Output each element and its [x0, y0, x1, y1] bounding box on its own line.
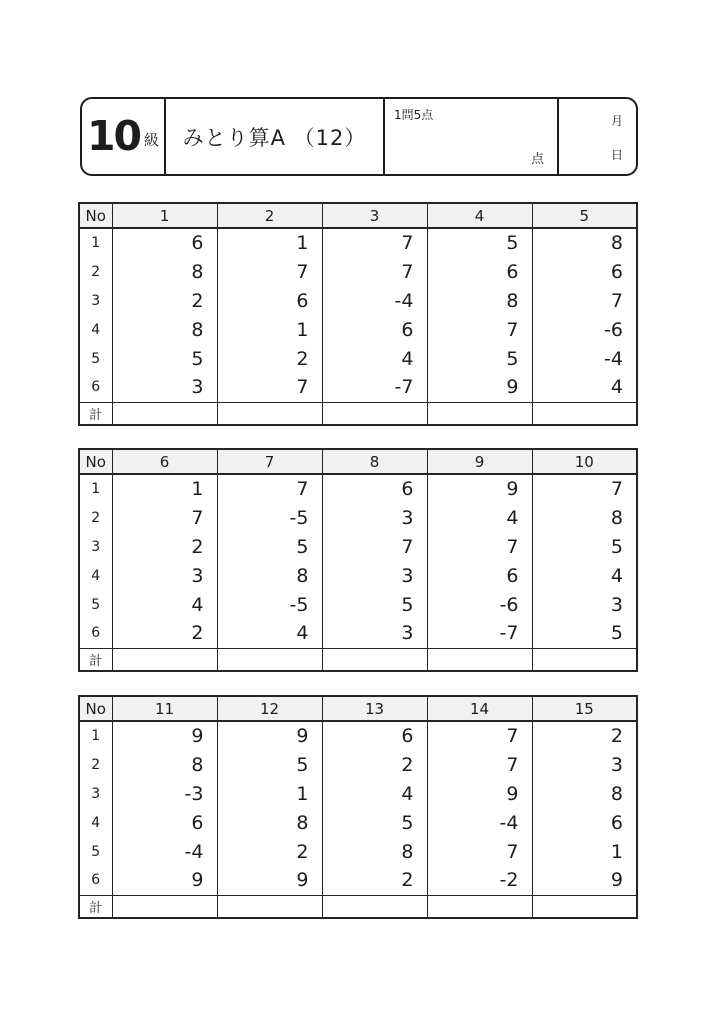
- addend-row: [79, 315, 637, 344]
- row-number: 5: [91, 843, 101, 860]
- addend-value: 9: [217, 866, 322, 895]
- addend-value: 9: [112, 721, 217, 750]
- addend-row: [79, 474, 637, 503]
- addend-value: 6: [427, 257, 532, 286]
- addend-value: 9: [217, 721, 322, 750]
- problem-table-1-5: [78, 202, 638, 426]
- problem-number-header: 10: [532, 449, 637, 474]
- total-answer-cell: [112, 402, 217, 425]
- addend-value: 3: [322, 619, 427, 648]
- addend-row: [79, 808, 637, 837]
- row-number: 3: [91, 292, 101, 309]
- addend-value: 5: [112, 344, 217, 373]
- addend-value: 7: [217, 474, 322, 503]
- row-number: 3: [91, 785, 101, 802]
- row-number: 4: [91, 567, 101, 584]
- addend-value: -4: [427, 808, 532, 837]
- addend-row: [79, 721, 637, 750]
- addend-value: 2: [217, 344, 322, 373]
- addend-value: 5: [322, 808, 427, 837]
- addend-value: 4: [217, 619, 322, 648]
- points-unit-label: 点: [530, 152, 544, 167]
- problem-number-header: 6: [112, 449, 217, 474]
- row-number: 6: [91, 379, 101, 396]
- addend-value: 5: [217, 532, 322, 561]
- no-column-header: No: [79, 203, 112, 228]
- addend-row: [79, 561, 637, 590]
- row-number: 1: [91, 728, 101, 744]
- addend-value: 8: [427, 286, 532, 315]
- addend-value: 5: [532, 532, 637, 561]
- addend-value: 8: [112, 257, 217, 286]
- addend-value: 3: [322, 503, 427, 532]
- problem-number-header: 2: [217, 203, 322, 228]
- row-number: 1: [91, 481, 101, 497]
- row-number: 5: [91, 350, 101, 367]
- addend-value: -6: [427, 590, 532, 619]
- addend-row: [79, 344, 637, 373]
- addend-row: [79, 590, 637, 619]
- total-row: [79, 895, 637, 918]
- addend-row: [79, 532, 637, 561]
- addend-value: 5: [217, 750, 322, 779]
- addend-value: 7: [322, 532, 427, 561]
- row-number: 2: [91, 263, 101, 280]
- addend-value: 1: [112, 474, 217, 503]
- addend-value: 7: [322, 257, 427, 286]
- problem-number-header: 4: [427, 203, 532, 228]
- addend-value: 4: [322, 779, 427, 808]
- addend-value: 6: [217, 286, 322, 315]
- addend-value: 2: [532, 721, 637, 750]
- addend-value: 8: [112, 750, 217, 779]
- problem-number-header: 11: [112, 696, 217, 721]
- addend-value: 5: [427, 228, 532, 257]
- addend-value: 6: [112, 228, 217, 257]
- problem-number-header: 8: [322, 449, 427, 474]
- addend-value: -3: [112, 779, 217, 808]
- addend-row: [79, 257, 637, 286]
- addend-value: 7: [427, 837, 532, 866]
- addend-value: 4: [427, 503, 532, 532]
- addend-row: [79, 503, 637, 532]
- score-cell: [385, 99, 559, 174]
- addend-value: 2: [112, 619, 217, 648]
- addend-value: 7: [217, 257, 322, 286]
- total-answer-cell: [427, 402, 532, 425]
- problem-number-header: 9: [427, 449, 532, 474]
- row-number: 4: [91, 321, 101, 338]
- addend-value: 7: [427, 532, 532, 561]
- grade-cell: [82, 99, 166, 174]
- addend-value: 5: [322, 590, 427, 619]
- addend-value: 1: [532, 837, 637, 866]
- addend-value: 4: [532, 373, 637, 402]
- addend-value: 2: [322, 866, 427, 895]
- addend-value: 8: [532, 779, 637, 808]
- no-column-header: No: [79, 449, 112, 474]
- row-number: 6: [91, 872, 101, 889]
- total-answer-cell: [427, 648, 532, 671]
- addend-value: 8: [112, 315, 217, 344]
- addend-value: 7: [322, 228, 427, 257]
- addend-row: [79, 866, 637, 895]
- addend-value: -5: [217, 590, 322, 619]
- problem-number-header: 15: [532, 696, 637, 721]
- addend-value: 3: [112, 373, 217, 402]
- addend-value: -4: [532, 344, 637, 373]
- addend-value: 2: [112, 532, 217, 561]
- addend-value: 7: [427, 750, 532, 779]
- addend-value: -7: [427, 619, 532, 648]
- addend-value: 7: [217, 373, 322, 402]
- addend-value: 9: [532, 866, 637, 895]
- row-number: 6: [91, 625, 101, 642]
- problem-table-6-10: [78, 448, 638, 672]
- grade-suffix: 級: [144, 130, 160, 149]
- problem-number-header: 7: [217, 449, 322, 474]
- addend-value: 2: [322, 750, 427, 779]
- worksheet-title: みとり算A （12）: [182, 125, 367, 150]
- addend-value: 7: [532, 286, 637, 315]
- row-number: 1: [91, 235, 101, 251]
- addend-value: -6: [532, 315, 637, 344]
- addend-value: 6: [532, 257, 637, 286]
- problem-table-11-15: [78, 695, 638, 919]
- addend-value: 3: [532, 590, 637, 619]
- addend-value: 9: [427, 474, 532, 503]
- no-column-header: No: [79, 696, 112, 721]
- total-answer-cell: [217, 648, 322, 671]
- total-label: 計: [79, 895, 112, 918]
- addend-row: [79, 619, 637, 648]
- addend-value: -4: [322, 286, 427, 315]
- addend-value: 9: [427, 373, 532, 402]
- addend-value: -2: [427, 866, 532, 895]
- addend-value: 8: [217, 808, 322, 837]
- addend-value: 7: [427, 315, 532, 344]
- row-number: 4: [91, 814, 101, 831]
- addend-value: 3: [532, 750, 637, 779]
- addend-value: -7: [322, 373, 427, 402]
- addend-value: 6: [427, 561, 532, 590]
- column-header-row: [79, 203, 637, 228]
- addend-value: 5: [427, 344, 532, 373]
- addend-value: 6: [532, 808, 637, 837]
- addend-value: 8: [532, 503, 637, 532]
- total-answer-cell: [112, 895, 217, 918]
- addend-row: [79, 228, 637, 257]
- addend-value: 9: [427, 779, 532, 808]
- grade-number: 10: [86, 112, 141, 160]
- total-row: [79, 648, 637, 671]
- addend-value: 7: [532, 474, 637, 503]
- points-per-question-note: 1問5点: [394, 108, 434, 122]
- addend-row: [79, 779, 637, 808]
- total-answer-cell: [112, 648, 217, 671]
- total-answer-cell: [217, 402, 322, 425]
- addend-value: 8: [532, 228, 637, 257]
- problem-number-header: 12: [217, 696, 322, 721]
- title-cell: [166, 99, 385, 174]
- addend-value: 4: [112, 590, 217, 619]
- date-cell: [559, 99, 636, 174]
- addend-value: 3: [322, 561, 427, 590]
- addend-row: [79, 373, 637, 402]
- addend-value: 9: [112, 866, 217, 895]
- addend-value: 4: [532, 561, 637, 590]
- total-row: [79, 402, 637, 425]
- problem-number-header: 14: [427, 696, 532, 721]
- addend-row: [79, 837, 637, 866]
- addend-value: 6: [322, 721, 427, 750]
- total-answer-cell: [427, 895, 532, 918]
- addend-value: 7: [427, 721, 532, 750]
- column-header-row: [79, 449, 637, 474]
- total-answer-cell: [322, 648, 427, 671]
- addend-row: [79, 750, 637, 779]
- total-answer-cell: [532, 648, 637, 671]
- problem-number-header: 1: [112, 203, 217, 228]
- day-label: 日: [610, 148, 623, 162]
- row-number: 5: [91, 596, 101, 613]
- total-answer-cell: [532, 402, 637, 425]
- problem-number-header: 3: [322, 203, 427, 228]
- total-label: 計: [79, 648, 112, 671]
- addend-value: 4: [322, 344, 427, 373]
- addend-value: 1: [217, 228, 322, 257]
- total-label: 計: [79, 402, 112, 425]
- addend-value: 5: [532, 619, 637, 648]
- addend-row: [79, 286, 637, 315]
- worksheet-header: [80, 97, 638, 176]
- row-number: 2: [91, 509, 101, 526]
- month-label: 月: [610, 114, 623, 128]
- addend-value: 1: [217, 779, 322, 808]
- addend-value: -4: [112, 837, 217, 866]
- row-number: 2: [91, 756, 101, 773]
- total-answer-cell: [322, 895, 427, 918]
- total-answer-cell: [217, 895, 322, 918]
- addend-value: 8: [322, 837, 427, 866]
- addend-value: 1: [217, 315, 322, 344]
- row-number: 3: [91, 538, 101, 555]
- addend-value: 8: [217, 561, 322, 590]
- problem-number-header: 5: [532, 203, 637, 228]
- addend-value: 6: [112, 808, 217, 837]
- total-answer-cell: [322, 402, 427, 425]
- total-answer-cell: [532, 895, 637, 918]
- addend-value: 6: [322, 315, 427, 344]
- addend-value: 2: [217, 837, 322, 866]
- addend-value: 6: [322, 474, 427, 503]
- addend-value: 3: [112, 561, 217, 590]
- addend-value: -5: [217, 503, 322, 532]
- addend-value: 7: [112, 503, 217, 532]
- addend-value: 2: [112, 286, 217, 315]
- problem-number-header: 13: [322, 696, 427, 721]
- column-header-row: [79, 696, 637, 721]
